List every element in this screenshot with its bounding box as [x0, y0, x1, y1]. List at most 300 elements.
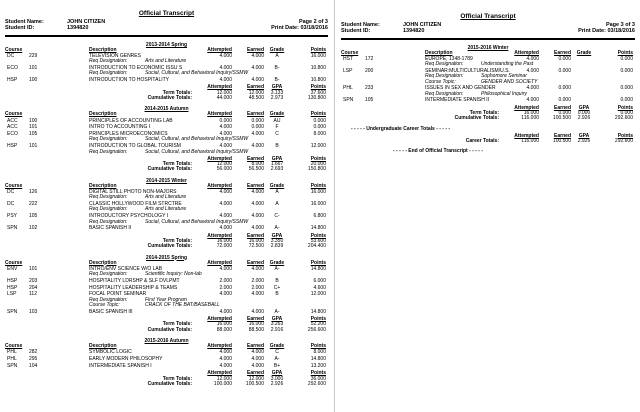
- course-points: 0.000: [620, 97, 633, 104]
- course-description: EARLY MODERN PHILOSOPHY: [89, 356, 163, 363]
- column-header-description: [55, 261, 192, 266]
- course-points: 6.000: [313, 277, 326, 284]
- course-description: INTRODUCTION TO HOSPITALITY: [89, 77, 170, 84]
- column-header-points-text: Points: [310, 111, 326, 118]
- page-info-block: [271, 19, 328, 32]
- student-name-label: Student Name:: [341, 22, 380, 28]
- course-points: 16.000: [310, 52, 326, 59]
- course-description: INTERMEDIATE SPANISH I: [89, 362, 152, 369]
- course-description: HOSPITALITY LEADERSHIP & TEAMS: [89, 284, 178, 291]
- course-points: 4.600: [313, 284, 326, 291]
- course-attempted: 4.000: [526, 67, 539, 74]
- term-header-text: 2014-2015 Autumn: [144, 106, 189, 113]
- cumulative-totals-row-gpa: 2.926: [270, 380, 284, 387]
- course-points: 0.000: [620, 67, 633, 74]
- career-totals-row-points: 292.600: [614, 137, 633, 144]
- req-designation-row: [5, 59, 328, 64]
- req-designation-row-spacer-2: [365, 92, 391, 97]
- course-earned: 4.000: [251, 349, 264, 356]
- course-attempted: 4.000: [219, 265, 232, 272]
- course-earned: 0.000: [251, 117, 264, 124]
- req-designation-row-spacer-2: [365, 62, 391, 67]
- column-header-grade-text: Grade: [269, 343, 285, 350]
- course-earned: 4.000: [251, 143, 264, 150]
- totals-header-earned-text: Earned: [554, 104, 571, 111]
- course-earned: 4.000: [251, 308, 264, 315]
- sections-page-2: [5, 42, 328, 388]
- totals-header-earned-text: Earned: [247, 84, 264, 91]
- course-subject: SPN: [7, 362, 18, 369]
- req-designation-row-spacer-2: [29, 137, 55, 142]
- totals-header-earned-text: Earned: [554, 132, 571, 139]
- course-number: 112: [29, 291, 37, 298]
- req-designation-row: [5, 71, 328, 76]
- column-header-row: [5, 112, 328, 117]
- totals-header-points-text: Points: [310, 155, 326, 162]
- req-designation-row-content: [55, 137, 328, 142]
- course-number: 101: [29, 124, 38, 131]
- course-row: [5, 357, 328, 362]
- req-designation-row-label: Req Designation:: [89, 194, 128, 201]
- req-designation-row-spacer-1: [5, 207, 29, 212]
- course-number: 203: [29, 277, 38, 284]
- student-name-value: JOHN CITIZEN: [403, 22, 442, 28]
- course-grade: [571, 98, 597, 103]
- course-subject: SPN: [7, 225, 18, 232]
- req-designation-row-content: [55, 71, 328, 76]
- course-row: [341, 98, 635, 103]
- course-points: 12.000: [310, 143, 326, 150]
- column-header-description-text: Description: [89, 182, 117, 189]
- course-description: INTRODUCTORY PSYCHOLOGY I: [89, 213, 169, 220]
- course-points: 16.000: [310, 189, 326, 196]
- req-designation-row-content: [391, 62, 635, 67]
- course-earned: 2.000: [251, 277, 264, 284]
- course-subject: LSP: [343, 67, 353, 74]
- course-grade: A-: [274, 356, 280, 363]
- req-designation-row-content: [55, 207, 328, 212]
- term-totals-row-gpa: 0.000: [577, 110, 591, 117]
- student-id-value: 1394820: [67, 25, 89, 32]
- course-description: INTRODUCTION TO GLOBAL TOURISM: [89, 143, 181, 150]
- course-row: [5, 119, 328, 124]
- column-header-earned-text: Earned: [247, 259, 264, 266]
- column-header-description: [55, 112, 192, 117]
- req-designation-row-value: Arts and Literature: [145, 194, 187, 201]
- course-points: 13.200: [310, 362, 326, 369]
- totals-header-gpa-text: GPA: [578, 104, 590, 111]
- course-subject: ECO: [7, 131, 18, 138]
- req-designation-row: [5, 150, 328, 155]
- cumulative-totals-row-label: Cumulative Totals:: [147, 243, 192, 250]
- course-topic-row-value: GENDER AND SOCIETY: [481, 78, 538, 85]
- cumulative-totals-row-points: 292.600: [307, 380, 326, 387]
- term-section: [5, 338, 328, 387]
- req-designation-row-value: First Year Program: [145, 296, 187, 303]
- column-header-description-text: Description: [89, 343, 117, 350]
- column-header-course-text: Course: [5, 111, 23, 118]
- course-subject: HSP: [7, 284, 18, 291]
- req-designation-row-content: [55, 150, 328, 155]
- column-header-points-text: Points: [310, 182, 326, 189]
- print-date-label: Print Date:: [271, 25, 299, 32]
- course-grade: B: [275, 143, 279, 150]
- course-number: 126: [29, 189, 38, 196]
- req-designation-row: [5, 137, 328, 142]
- student-name-label: Student Name:: [5, 19, 44, 25]
- course-grade: C: [275, 349, 279, 356]
- req-designation-row-label: Req Designation:: [89, 136, 128, 143]
- req-designation-row-spacer-2: [29, 220, 55, 225]
- term-totals-row-points: 36.000: [310, 375, 326, 382]
- course-row: [5, 279, 328, 284]
- totals-header-attempted-text: Attempted: [207, 316, 232, 323]
- cumulative-totals-row-earned: 72.500: [248, 243, 264, 250]
- course-earned: 4.000: [251, 201, 264, 208]
- student-info-block: [341, 22, 441, 35]
- course-number: 105: [365, 97, 374, 104]
- totals-header-attempted-text: Attempted: [207, 84, 232, 91]
- term-totals-row-earned: 0.000: [558, 110, 571, 117]
- term-header-text: 2015-2016 Autumn: [144, 338, 189, 345]
- cumulative-totals-row-gpa: 2.693: [270, 166, 284, 173]
- course-row: [5, 350, 328, 355]
- course-points: 8.000: [313, 349, 326, 356]
- course-subject: PSY: [7, 213, 18, 220]
- cumulative-totals-row-points: 256.600: [307, 326, 326, 333]
- course-attempted: 4.000: [219, 213, 232, 220]
- course-topic-row-spacer-2: [365, 80, 391, 85]
- cumulative-totals-row-attempted: 116.000: [521, 115, 539, 122]
- column-header-earned-text: Earned: [247, 46, 264, 53]
- column-header-points-text: Points: [617, 49, 633, 56]
- totals-header-attempted-text: Attempted: [207, 370, 232, 377]
- req-designation-row-spacer-1: [5, 71, 29, 76]
- term-totals-row-attempted: 12.000: [216, 161, 232, 168]
- course-grade: B+: [273, 362, 281, 369]
- course-attempted: 4.000: [219, 64, 232, 71]
- column-header-points: [290, 261, 328, 266]
- req-designation-row-value: Philosophical Inquiry: [481, 90, 527, 97]
- course-earned: 4.000: [251, 52, 264, 59]
- transcript-page-2: [5, 10, 328, 387]
- student-id-label: Student ID:: [5, 25, 35, 32]
- course-attempted: 4.000: [219, 349, 232, 356]
- course-grade: AU: [273, 117, 281, 124]
- course-attempted: 4.000: [219, 201, 232, 208]
- req-designation-row-content: [391, 92, 635, 97]
- course-earned: 4.000: [251, 64, 264, 71]
- page-number: Page 2 of 3: [298, 19, 328, 25]
- course-description: BASIC SPANISH II: [89, 225, 132, 232]
- column-header-description-text: Description: [89, 259, 117, 266]
- course-grade: A: [275, 189, 279, 196]
- term-section: [5, 178, 328, 250]
- course-topic-row: [5, 303, 328, 308]
- print-date-value: 03/18/2016: [607, 28, 635, 35]
- course-number: 101: [29, 143, 38, 150]
- req-designation-row: [5, 220, 328, 225]
- course-earned: 0.000: [558, 97, 571, 104]
- totals-header-earned-text: Earned: [247, 370, 264, 377]
- term-totals-row-label: Term Totals:: [162, 161, 192, 168]
- cumulative-totals-row-label: Cumulative Totals:: [147, 326, 192, 333]
- course-subject: HSP: [7, 277, 18, 284]
- course-points: 0.000: [313, 124, 326, 131]
- course-grade: A-: [274, 308, 280, 315]
- course-subject: HSP: [7, 143, 18, 150]
- totals-header-gpa-text: GPA: [271, 232, 283, 239]
- req-designation-row-label: Req Designation:: [89, 271, 128, 278]
- column-header-attempted: [192, 112, 232, 117]
- column-header-course-text: Course: [5, 343, 23, 350]
- course-attempted: 4.000: [526, 85, 539, 92]
- req-designation-row-content: [55, 195, 328, 200]
- course-subject: DC: [7, 52, 15, 59]
- term-totals-row-gpa: 3.133: [270, 89, 284, 96]
- course-subject: ENV: [7, 265, 18, 272]
- undergraduate-career-totals-separator: - - - - - Undergraduate Career Totals - - - - -: [351, 125, 451, 132]
- term-totals-row-points: 52.200: [310, 321, 326, 328]
- cumulative-totals-row-earned: 100.500: [245, 380, 264, 387]
- course-earned: 4.000: [251, 131, 264, 138]
- term-totals-row-label: Term Totals:: [162, 89, 192, 96]
- totals-header-attempted-text: Attempted: [207, 232, 232, 239]
- course-attempted: 4.000: [526, 55, 539, 62]
- course-subject: PHL: [343, 85, 353, 92]
- req-designation-row-content: [55, 272, 328, 277]
- req-designation-row-value: Social, Cultural, and Behavioral Inquiry/SSMW: [145, 70, 249, 77]
- course-earned: 4.000: [251, 77, 264, 84]
- course-subject: HST: [343, 55, 353, 62]
- course-description: TELEVISION GENRES: [89, 52, 141, 59]
- req-designation-row-value: Social, Cultural, and Behavioral Inquiry/SSMW: [145, 218, 249, 225]
- page-info-block: [578, 22, 635, 35]
- req-designation-row: [5, 207, 328, 212]
- cumulative-totals-row-label: Cumulative Totals:: [147, 94, 192, 101]
- cumulative-totals-row: [5, 382, 328, 387]
- term-totals-row-points: 37.600: [310, 89, 326, 96]
- sections-page-3: [341, 45, 635, 155]
- column-header-grade-text: Grade: [269, 182, 285, 189]
- req-designation-row: [341, 62, 635, 67]
- cumulative-totals-row-attempted: 100.000: [213, 380, 232, 387]
- course-points: 14.800: [310, 308, 326, 315]
- course-description: INTERMEDIATE SPANISH II: [425, 97, 489, 104]
- student-info-block: [5, 19, 105, 32]
- course-description: INTRO/ENV SCIENCE W/O LAB: [89, 265, 163, 272]
- term-totals-row-attempted: 16.000: [216, 321, 232, 328]
- term-totals-row-gpa: 1.667: [270, 161, 284, 168]
- cumulative-totals-row: [341, 116, 635, 121]
- course-grade: B-: [274, 77, 280, 84]
- req-designation-row-value: Social, Cultural, and Behavioral Inquiry/SSMW: [145, 148, 249, 155]
- column-header-attempted-text: Attempted: [207, 111, 232, 118]
- cumulative-totals-row: [5, 167, 328, 172]
- column-header-earned-text: Earned: [554, 49, 571, 56]
- req-designation-row-spacer-1: [5, 195, 29, 200]
- req-designation-row-spacer-2: [29, 71, 55, 76]
- course-subject: HSP: [7, 77, 18, 84]
- course-topic-row-spacer-2: [29, 303, 55, 308]
- print-date-value: 03/18/2016: [300, 25, 328, 32]
- course-number: 222: [29, 201, 38, 208]
- course-number: 100: [29, 117, 38, 124]
- course-subject: ECO: [7, 64, 18, 71]
- req-designation-row-spacer-1: [341, 92, 365, 97]
- course-description: FOCAL POINT SEMINAR: [89, 291, 147, 298]
- course-topic-row-spacer-1: [341, 80, 365, 85]
- cumulative-totals-row-points: 204.400: [307, 243, 326, 250]
- column-header-grade-text: Grade: [576, 49, 592, 56]
- cumulative-totals-row-attempted: 56.000: [216, 166, 232, 173]
- course-points: 0.000: [620, 85, 633, 92]
- req-designation-row-label: Req Designation:: [89, 148, 128, 155]
- term-totals-row-earned: 8.000: [251, 161, 264, 168]
- column-header-earned: [232, 261, 264, 266]
- course-earned: 4.000: [251, 225, 264, 232]
- req-designation-row: [5, 195, 328, 200]
- course-subject: LSP: [7, 291, 17, 298]
- course-topic-row-content: [55, 303, 328, 308]
- course-earned: 4.000: [251, 362, 264, 369]
- course-topic-row-label: Course Topic:: [425, 78, 456, 85]
- term-header-text: 2013-2014 Spring: [145, 41, 188, 48]
- course-attempted: 2.000: [219, 277, 232, 284]
- page-header: [5, 19, 328, 32]
- req-designation-row: [341, 92, 635, 97]
- cumulative-totals-row-gpa: 2.916: [270, 326, 284, 333]
- course-grade: A-: [274, 225, 280, 232]
- column-header-grade: [264, 261, 290, 266]
- column-header-points: [290, 112, 328, 117]
- course-row: [5, 226, 328, 231]
- term-totals-row-attempted: 12.000: [216, 375, 232, 382]
- totals-header-points-text: Points: [310, 84, 326, 91]
- course-points: 14.800: [310, 356, 326, 363]
- student-id-label: Student ID:: [341, 28, 371, 35]
- column-header-grade: [571, 51, 597, 56]
- course-attempted: 4.000: [219, 52, 232, 59]
- cumulative-totals-row-earned: 100.500: [552, 115, 571, 122]
- course-topic-row-value: CRACK OF THE BAT/BASEBALL: [145, 302, 220, 309]
- course-earned: 0.000: [558, 67, 571, 74]
- req-designation-row-value: Understanding the Past: [481, 61, 534, 68]
- course-number: 100: [29, 77, 38, 84]
- totals-header-points-text: Points: [310, 370, 326, 377]
- column-header-attempted-text: Attempted: [207, 46, 232, 53]
- course-points: 0.000: [313, 117, 326, 124]
- course-number: 101: [29, 64, 38, 71]
- term-totals-row-earned: 12.000: [248, 89, 264, 96]
- course-points: 12.000: [310, 291, 326, 298]
- column-header-course-text: Course: [5, 259, 23, 266]
- course-topic-row-spacer-1: [5, 303, 29, 308]
- course-number: 105: [29, 213, 38, 220]
- totals-header-points-text: Points: [617, 104, 633, 111]
- term-totals-row-points: 53.600: [310, 237, 326, 244]
- term-section: [5, 42, 328, 102]
- column-header-row: [5, 344, 328, 349]
- column-header-row: [5, 48, 328, 53]
- column-header-earned-text: Earned: [247, 111, 264, 118]
- course-earned: 0.000: [558, 85, 571, 92]
- req-designation-row-value: Sophomore Seminar: [481, 73, 527, 80]
- req-designation-row-spacer-2: [29, 195, 55, 200]
- req-designation-row-spacer-1: [5, 137, 29, 142]
- term-header-text: 2015-2016 Winter: [467, 44, 509, 51]
- course-points: 14.800: [310, 225, 326, 232]
- totals-header-gpa-text: GPA: [271, 84, 283, 91]
- term-totals-row-gpa: 3.263: [270, 321, 284, 328]
- course-description: HOSPITALITY LDRSHP & SLF DVLPMT: [89, 277, 180, 284]
- req-designation-row-value: Arts and Literature: [145, 58, 187, 65]
- course-description: PRINCIPLES MICROECONOMICS: [89, 131, 168, 138]
- term-totals-row-points: 20.000: [310, 161, 326, 168]
- course-attempted: 4.000: [219, 308, 232, 315]
- column-header-grade-text: Grade: [269, 259, 285, 266]
- totals-header-earned-text: Earned: [247, 316, 264, 323]
- req-designation-row-label: Req Designation:: [89, 218, 128, 225]
- column-header-grade: [264, 112, 290, 117]
- req-designation-row-value: Social, Cultural, and Behavioral Inquiry/SSMW: [145, 136, 249, 143]
- course-attempted: 4.000: [219, 131, 232, 138]
- cumulative-totals-row-points: 130.800: [307, 94, 326, 101]
- course-grade: A-: [274, 265, 280, 272]
- course-points: 16.000: [310, 201, 326, 208]
- course-earned: 4.000: [251, 291, 264, 298]
- course-subject: SPN: [7, 308, 18, 315]
- term-totals-row-attempted: 16.000: [216, 237, 232, 244]
- course-row: [5, 364, 328, 369]
- term-totals-row-attempted: 12.000: [216, 89, 232, 96]
- column-header-grade-text: Grade: [269, 111, 285, 118]
- req-designation-row-spacer-1: [5, 220, 29, 225]
- course-description: SEMINAR:MULTICULTURALISM/U.S.: [425, 67, 510, 74]
- column-header-grade-text: Grade: [269, 46, 285, 53]
- course-description: DIGITAL STILL PHOTO NON-MAJORS: [89, 189, 177, 196]
- column-header-description-text: Description: [89, 46, 117, 53]
- course-earned: 0.000: [558, 55, 571, 62]
- course-row: [5, 78, 328, 83]
- course-attempted: 4.000: [219, 77, 232, 84]
- totals-header-earned-text: Earned: [247, 155, 264, 162]
- cumulative-totals-row-earned: 88.500: [248, 326, 264, 333]
- totals-header-gpa-text: GPA: [271, 155, 283, 162]
- career-totals-row-attempted: 116.000: [521, 137, 539, 144]
- totals-header-attempted-text: Attempted: [514, 132, 539, 139]
- column-header-attempted: [192, 261, 232, 266]
- course-attempted: 4.000: [219, 189, 232, 196]
- course-subject: DC: [7, 201, 15, 208]
- course-number: 105: [29, 131, 38, 138]
- req-designation-row-value: Arts and Literature: [145, 206, 187, 213]
- course-earned: 4.000: [251, 213, 264, 220]
- student-id-value: 1394820: [403, 28, 425, 35]
- course-subject: ACC: [7, 117, 18, 124]
- cumulative-totals-row-earned: 48.500: [248, 94, 264, 101]
- totals-header-attempted-text: Attempted: [207, 155, 232, 162]
- course-number: 200: [365, 67, 374, 74]
- totals-header-earned-text: Earned: [247, 232, 264, 239]
- course-description: INTRO TO ACCOUNTING I: [89, 124, 151, 131]
- column-header-attempted-text: Attempted: [207, 259, 232, 266]
- totals-header-gpa-text: GPA: [271, 316, 283, 323]
- course-grade: C: [275, 131, 279, 138]
- cumulative-totals-row-gpa: 2.926: [577, 115, 591, 122]
- column-header-course-text: Course: [341, 49, 359, 56]
- req-designation-row-label: Req Designation:: [89, 206, 128, 213]
